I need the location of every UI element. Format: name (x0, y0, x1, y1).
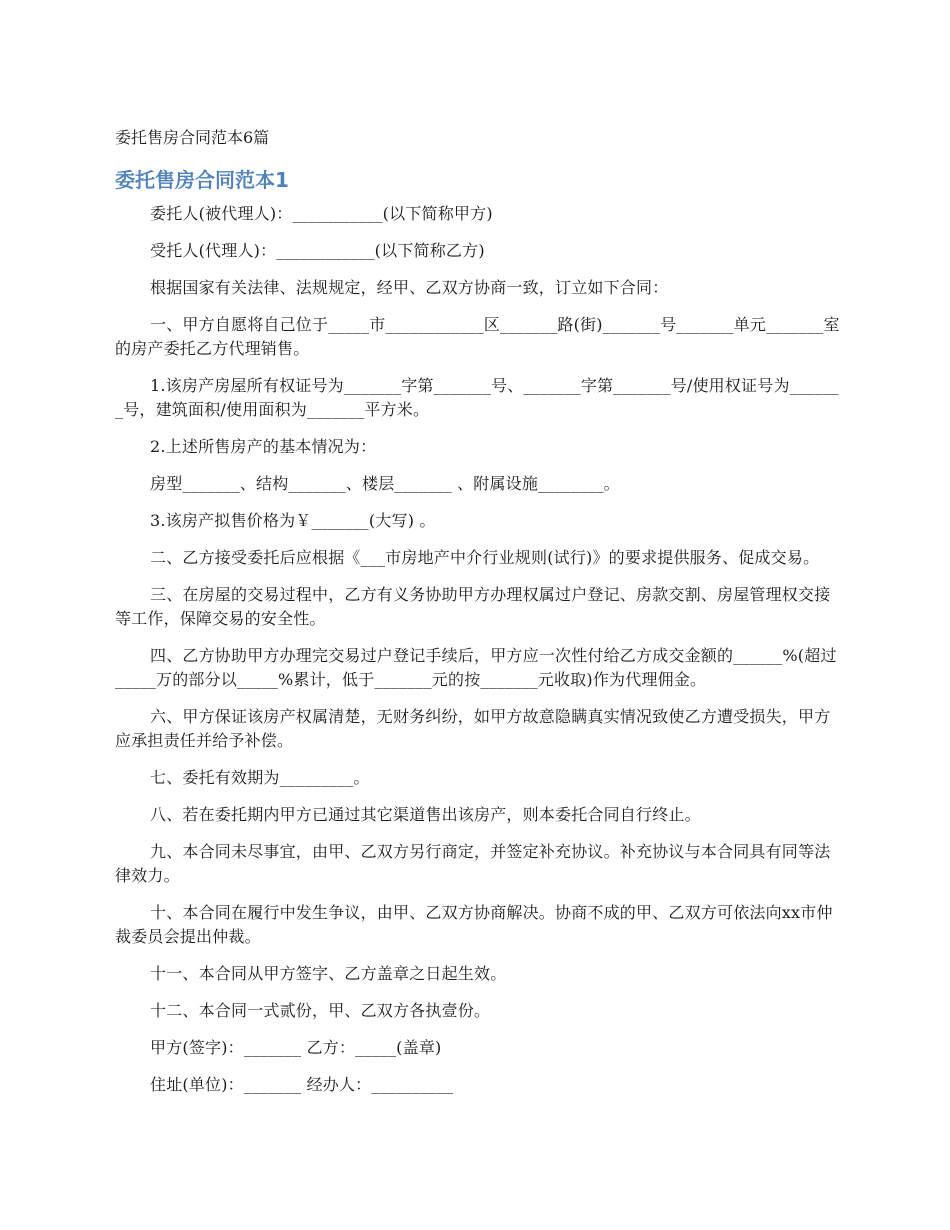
paragraph-clause-2: 二、乙方接受委托后应根据《___市房地产中介行业规则(试行)》的要求提供服务、促成交易。 (150, 548, 820, 567)
paragraph-clause-12: 十二、本合同一式贰份，甲、乙双方各执壹份。 (150, 1001, 491, 1020)
paragraph-agent: 受托人(代理人)：____________(以下简称乙方) (150, 241, 485, 260)
paragraph-preamble: 根据国家有关法律、法规规定，经甲、乙双方协商一致，订立如下合同： (150, 278, 669, 297)
paragraph-clause-11: 十一、本合同从甲方签字、乙方盖章之日起生效。 (150, 964, 507, 983)
paragraph-clause-10: 十、本合同在履行中发生争议，由甲、乙双方协商解决。协商不成的甲、乙双方可依法向xx市仲裁委员会提出仲裁。 (115, 903, 833, 946)
paragraph-clause-3: 三、在房屋的交易过程中，乙方有义务协助甲方办理权属过户登记、房款交割、房屋管理权交接等工作，保障交易的安全性。 (115, 585, 831, 628)
document-title: 委托售房合同范本6篇 (115, 128, 270, 147)
paragraph-clause-4: 四、乙方协助甲方办理完交易过户登记手续后，甲方应一次性付给乙方成交金额的______%(超过_____万的部分以_____%累计，低于_______元的按_______元收取)作为代理佣金。 (115, 646, 837, 689)
signature-line: 甲方(签字)：_______ 乙方：_____(盖章) (150, 1038, 442, 1057)
paragraph-clause-1-2: 2.上述所售房产的基本情况为： (150, 437, 377, 456)
paragraph-clause-7: 七、委托有效期为_________。 (150, 768, 370, 787)
paragraph-clause-8: 八、若在委托期内甲方已通过其它渠道售出该房产，则本委托合同自行终止。 (150, 805, 701, 824)
paragraph-principal: 委托人(被代理人)：___________(以下简称甲方) (150, 204, 493, 223)
paragraph-property-details: 房型_______、结构_______、楼层_______ 、附属设施________。 (150, 474, 620, 493)
address-line: 住址(单位)：_______ 经办人：__________ (150, 1075, 454, 1094)
paragraph-clause-1-3: 3.该房产拟售价格为￥_______(大写) 。 (150, 511, 436, 530)
paragraph-clause-9: 九、本合同未尽事宜，由甲、乙双方另行商定，并签定补充协议。补充协议与本合同具有同等法律效力。 (115, 842, 831, 885)
section-heading: 委托售房合同范本1 (115, 168, 289, 192)
paragraph-clause-6: 六、甲方保证该房产权属清楚，无财务纠纷，如甲方故意隐瞒真实情况致使乙方遭受损失，甲方应承担责任并给予补偿。 (115, 707, 831, 750)
paragraph-clause-1: 一、甲方自愿将自己位于_____市____________区_______路(街)_______号_______单元_______室的房产委托乙方代理销售。 (115, 315, 840, 358)
contract-body (115, 202, 840, 1110)
paragraph-clause-1-1: 1.该房产房屋所有权证号为_______字第_______号、_______字第_______号/使用权证号为_______号，建筑面积/使用面积为_______平方米。 (115, 376, 839, 419)
